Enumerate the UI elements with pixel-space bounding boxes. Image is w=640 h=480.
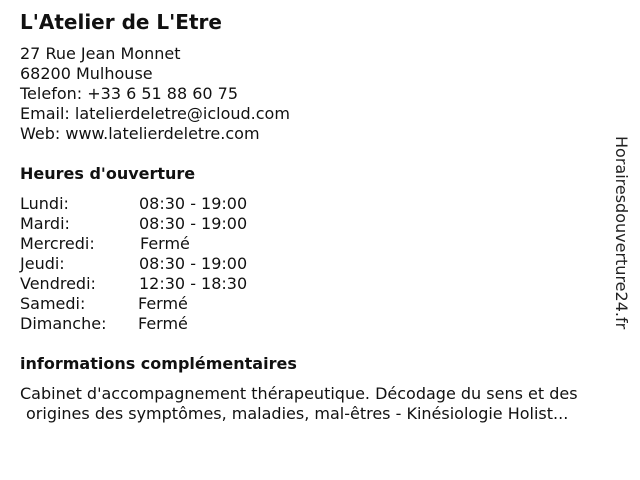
day-hours: Fermé — [138, 314, 188, 333]
watermark-text: Horairesdouverture24.fr — [612, 136, 631, 330]
email-line: Email: latelierdeletre@icloud.com — [20, 104, 290, 123]
hours-row-tuesday — [20, 214, 320, 234]
description-line-1: Cabinet d'accompagnement thérapeutique. Décodage du sens et des — [20, 384, 578, 403]
day-hours: 08:30 - 19:00 — [139, 254, 248, 273]
hours-row-monday — [20, 194, 320, 214]
street-address: 27 Rue Jean Monnet — [20, 44, 181, 63]
hours-row-thursday — [20, 254, 320, 274]
day-label: Jeudi: — [20, 254, 65, 273]
description-line-2: origines des symptômes, maladies, mal-êtres - Kinésiologie Holist... — [26, 404, 569, 423]
site-watermark — [612, 136, 634, 352]
hours-row-sunday — [20, 314, 320, 334]
additional-info-heading: informations complémentaires — [20, 354, 297, 373]
day-hours: Fermé — [140, 234, 190, 253]
opening-hours-heading: Heures d'ouverture — [20, 164, 196, 183]
hours-row-wednesday — [20, 234, 320, 254]
day-hours: 08:30 - 19:00 — [139, 194, 248, 213]
day-label: Samedi: — [20, 294, 86, 313]
day-label: Vendredi: — [20, 274, 96, 293]
day-label: Mercredi: — [20, 234, 95, 253]
phone-line: Telefon: +33 6 51 88 60 75 — [20, 84, 239, 103]
web-line: Web: www.latelierdeletre.com — [20, 124, 260, 143]
business-name: L'Atelier de L'Etre — [20, 10, 222, 34]
hours-row-friday — [20, 274, 320, 294]
day-label: Mardi: — [20, 214, 70, 233]
day-hours: Fermé — [138, 294, 188, 313]
day-hours: 12:30 - 18:30 — [139, 274, 248, 293]
city-postcode: 68200 Mulhouse — [20, 64, 153, 83]
day-hours: 08:30 - 19:00 — [139, 214, 248, 233]
day-label: Dimanche: — [20, 314, 107, 333]
day-label: Lundi: — [20, 194, 69, 213]
hours-row-saturday — [20, 294, 320, 314]
